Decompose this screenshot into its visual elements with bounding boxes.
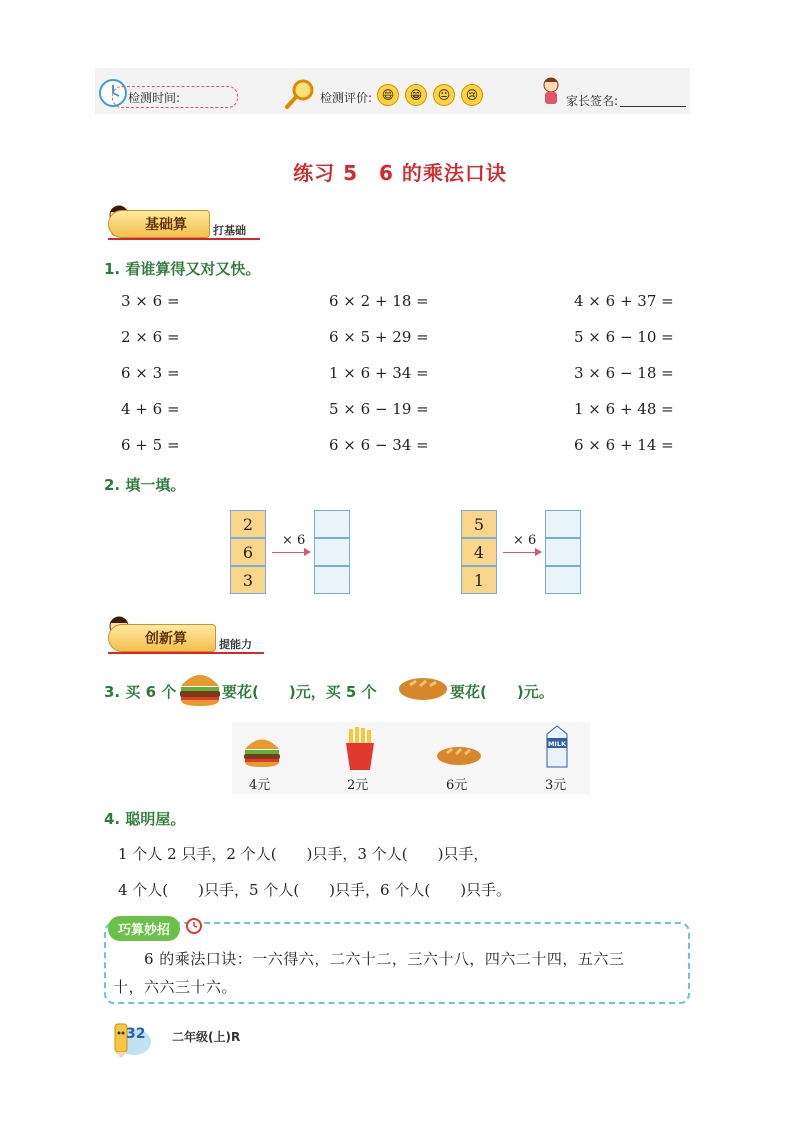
q1-eq: 4 × 6 + 37 = (574, 292, 674, 310)
q3-heading-part2: 要花( )元，买 5 个 (222, 683, 377, 701)
arrow-head-icon (304, 548, 311, 556)
price-label: 2元 (347, 778, 369, 793)
q1-eq: 6 × 6 − 34 = (329, 436, 429, 454)
q4-line2: 4 个人( )只手，5 个人( )只手，6 个人( )只手。 (118, 881, 512, 899)
section1-banner: 基础算 (108, 210, 210, 238)
magnifier-icon (284, 78, 316, 114)
q1-eq: 5 × 6 − 10 = (574, 328, 674, 346)
q2-left-arrow (272, 552, 308, 553)
q2-left-input-cell: 6 (230, 538, 266, 566)
price-label: 6元 (446, 778, 468, 793)
q1-eq: 5 × 6 − 19 = (329, 400, 429, 418)
q1-eq: 6 × 6 + 14 = (574, 436, 674, 454)
face-happy-icon[interactable]: 😄 (377, 84, 399, 106)
q2-right-arrow (503, 552, 539, 553)
face-sad-icon[interactable]: 😢 (461, 84, 483, 106)
q2-right-answer-cell[interactable] (545, 510, 581, 538)
q2-left-input-cell: 2 (230, 510, 266, 538)
eval-label: 检测评价: (320, 91, 373, 105)
q1-eq: 6 × 2 + 18 = (329, 292, 429, 310)
q2-right-input-cell: 1 (461, 566, 497, 594)
parent-label: 家长签名: (566, 94, 619, 108)
q1-eq: 3 × 6 = (121, 292, 180, 310)
tip-line1: 6 的乘法口诀：一六得六，二六十二，三六十八，四六二十四，五六三 (144, 950, 625, 968)
q2-right-op: × 6 (513, 533, 537, 548)
price-label: 4元 (249, 778, 271, 793)
bread-icon (398, 676, 448, 706)
q2-left-answer-cell[interactable] (314, 566, 350, 594)
tip-label: 巧算妙招 (108, 916, 180, 941)
q2-right-input-cell: 5 (461, 510, 497, 538)
signature-line[interactable] (620, 106, 686, 107)
milk-text: MILK (547, 740, 567, 748)
alarm-clock-icon (185, 916, 203, 938)
q2-right-answer-cell[interactable] (545, 538, 581, 566)
hamburger-icon (242, 735, 282, 773)
q2-right-answer-cell[interactable] (545, 566, 581, 594)
face-grin-icon[interactable]: 😁 (405, 84, 427, 106)
hamburger-icon (178, 670, 222, 712)
q1-eq: 6 × 5 + 29 = (329, 328, 429, 346)
q2-right-input-cell: 4 (461, 538, 497, 566)
q1-eq: 1 × 6 + 48 = (574, 400, 674, 418)
q1-eq: 6 × 3 = (121, 364, 180, 382)
tip-line2: 十，六六三十六。 (113, 978, 238, 996)
q4-line1: 1 个人 2 只手，2 个人( )只手，3 个人( )只手， (118, 845, 489, 863)
section1-sub: 打基础 (211, 222, 248, 240)
page-number: 32 (126, 1026, 146, 1042)
q1-eq: 4 + 6 = (121, 400, 180, 418)
q4-heading: 4. 聪明屋。 (104, 810, 186, 828)
section2-banner: 创新算 (108, 624, 216, 652)
fries-icon (340, 727, 380, 775)
child-icon (538, 76, 564, 112)
milk-icon (543, 724, 571, 772)
arrow-head-icon (535, 548, 542, 556)
q1-heading: 1. 看谁算得又对又快。 (104, 260, 261, 278)
section1-underline (108, 238, 260, 240)
q2-left-op: × 6 (282, 533, 306, 548)
price-label: 3元 (545, 778, 567, 793)
face-neutral-icon[interactable]: 😐 (433, 84, 455, 106)
q2-left-input-cell: 3 (230, 566, 266, 594)
bread-icon (436, 745, 482, 771)
q3-heading-part1: 3. 买 6 个 (104, 683, 177, 701)
section2-sub: 提能力 (217, 636, 254, 654)
q3-heading-part3: 要花( )元。 (450, 683, 554, 701)
time-label: 检测时间: (128, 91, 181, 105)
q1-eq: 6 + 5 = (121, 436, 180, 454)
q1-eq: 3 × 6 − 18 = (574, 364, 674, 382)
q2-heading: 2. 填一填。 (104, 476, 186, 494)
q3-products-panel (232, 722, 590, 794)
q1-eq: 2 × 6 = (121, 328, 180, 346)
q2-left-answer-cell[interactable] (314, 510, 350, 538)
page-title: 练习 5 6 的乘法口诀 (293, 161, 507, 185)
grade-label: 二年级(上)R (172, 1030, 241, 1044)
section2-underline (108, 652, 264, 654)
q2-left-answer-cell[interactable] (314, 538, 350, 566)
q1-eq: 1 × 6 + 34 = (329, 364, 429, 382)
